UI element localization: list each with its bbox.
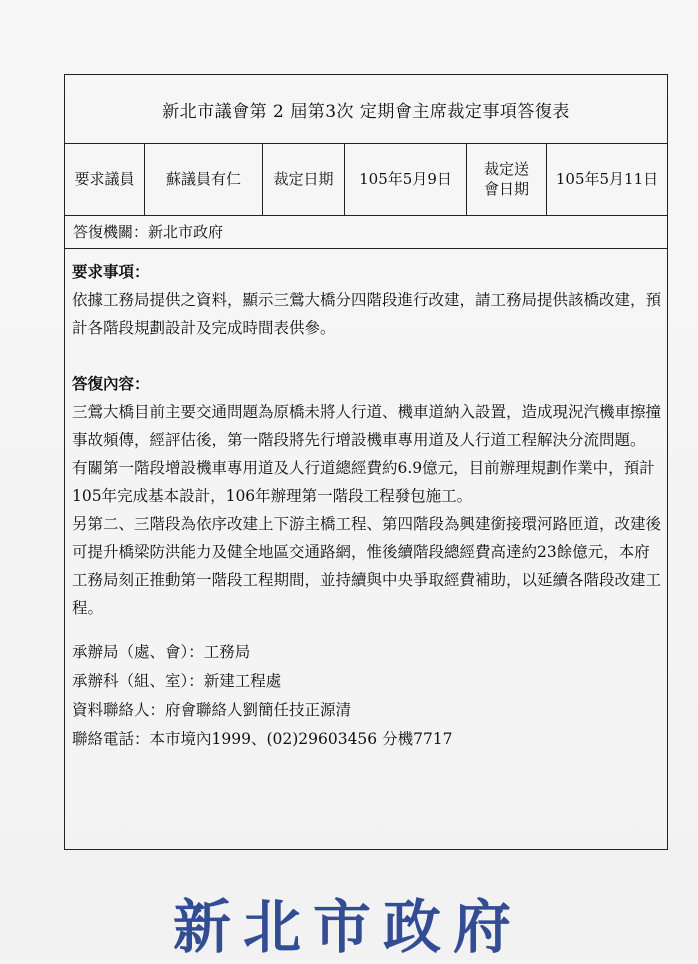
contact-phone: 聯絡電話：本市境內1999、(02)29603456 分機7717 bbox=[72, 730, 453, 748]
request-heading: 要求事項： bbox=[72, 262, 150, 281]
contact-bureau: 承辦局（處、會）：工務局 bbox=[72, 643, 251, 661]
requester-label: 要求議員 bbox=[65, 143, 145, 215]
ruling-date-value: 105年5月9日 bbox=[345, 143, 467, 215]
reply-paragraph: 三鶯大橋目前主要交通問題為原橋未將人行道、機車道納入設置，造成現況汽機車擦撞事故頻傳，經評估後，第一階段將先行增設機車專用道及人行道工程解決分流問題。 bbox=[72, 403, 662, 449]
reply-heading: 答復內容： bbox=[72, 374, 150, 393]
delivery-date-label-line1: 裁定送 bbox=[483, 160, 529, 178]
reply-agency: 答復機關：新北市政府 bbox=[65, 215, 667, 249]
delivery-date-label bbox=[467, 143, 547, 215]
requester-value: 蘇議員有仁 bbox=[145, 143, 263, 215]
delivery-date-value: 105年5月11日 bbox=[555, 170, 659, 188]
request-text: 依據工務局提供之資料，顯示三鶯大橋分四階段進行改建，請工務局提供該橋改建，預計各階段規劃設計及完成時間表供參。 bbox=[72, 291, 662, 337]
contact-person: 資料聯絡人：府會聯絡人劉簡任技正源清 bbox=[72, 701, 352, 719]
reply-paragraph: 有關第一階段增設機車專用道及人行道總經費約6.9億元，目前辦理規劃作業中，預計105年完成基本設計，106年辦理第一階段工程發包施工。 bbox=[72, 459, 655, 505]
government-stamp: 新北市政府 bbox=[172, 893, 523, 961]
form-title: 新北市議會第 2 屆第3次 定期會主席裁定事項答復表 bbox=[65, 75, 667, 144]
contact-section: 承辦科（組、室）：新建工程處 bbox=[72, 672, 282, 690]
form-body bbox=[72, 258, 664, 754]
reply-paragraph: 另第二、三階段為依序改建上下游主橋工程、第四階段為興建銜接環河路匝道，改建後可提升橋梁防洪能力及健全地區交通路網，惟後續階段總經費高達約23餘億元，本府工務局刻正推動第一階段工程期間，並持續與中央爭取經費補助，以延續各階段改建工程。 bbox=[72, 515, 662, 617]
meta-row bbox=[65, 143, 667, 216]
ruling-date-label: 裁定日期 bbox=[263, 143, 345, 215]
contact-block bbox=[72, 638, 664, 754]
delivery-date-label-line2: 會日期 bbox=[483, 180, 529, 198]
